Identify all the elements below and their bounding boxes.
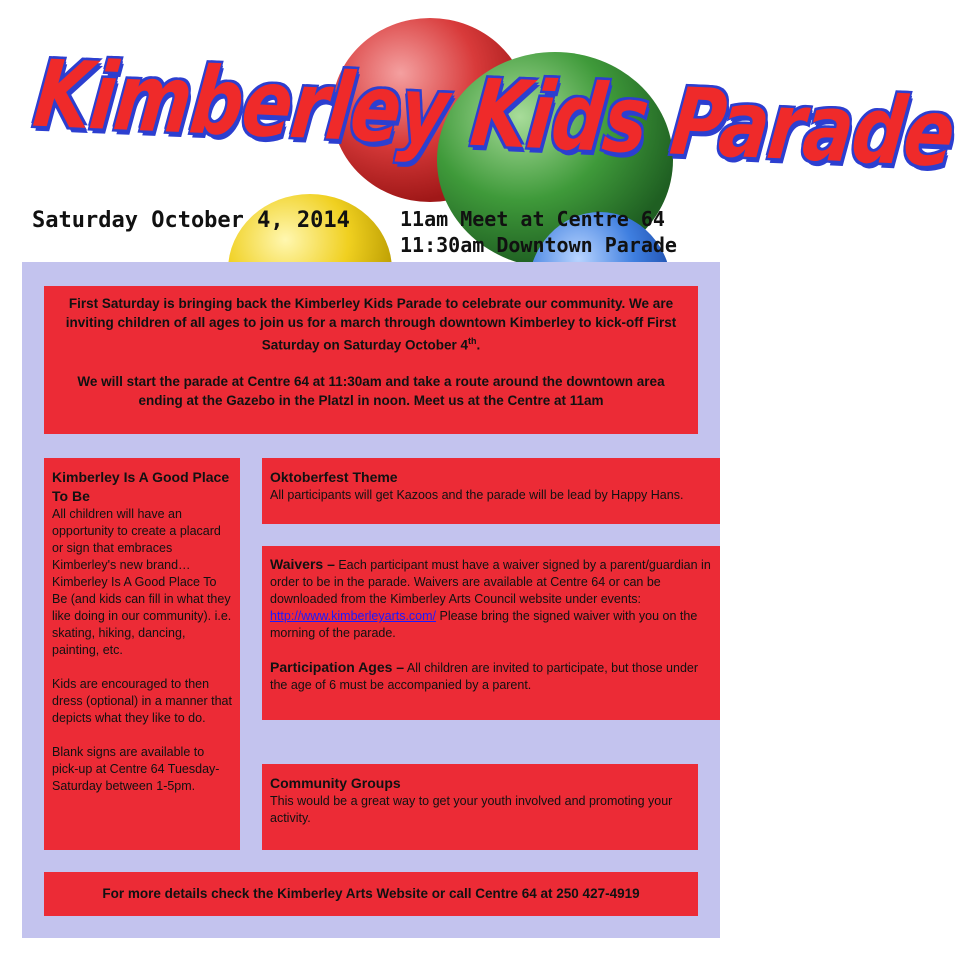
meet-time: 11am Meet at Centre 64	[400, 207, 665, 231]
waivers-box	[262, 546, 720, 720]
footer-box: For more details check the Kimberley Arts Website or call Centre 64 at 250 427-4919	[44, 872, 698, 916]
good-place-paragraph-2: Kids are encouraged to then dress (optional) in a manner that depicts what they like to do.	[52, 677, 232, 725]
good-place-paragraph-1: All children will have an opportunity to create a placard or sign that embraces Kimberley's new brand… Kimberley Is A Good Place To Be (and kids can fill in what they like doing in our community). i.e. skating, hiking, dancing, painting, etc.	[52, 507, 232, 657]
event-date: Saturday October 4, 2014	[32, 208, 350, 233]
good-place-paragraph-3: Blank signs are available to pick-up at Centre 64 Tuesday-Saturday between 1-5pm.	[52, 745, 220, 793]
oktoberfest-text: All participants will get Kazoos and the parade will be lead by Happy Hans.	[270, 488, 684, 502]
flyer-title: Kimberley Kids Parade	[28, 40, 959, 189]
waivers-paragraph: Waivers – Each participant must have a waiver signed by a parent/guardian in order to be in the parade. Waivers are available at Centre 64 or can be downloaded from the Kimberley Arts Council website under events: http://www.kimberleyarts.com/ Please bring the signed waiver with you on the morning of the parade.	[270, 556, 711, 640]
parade-time: 11:30am Downtown Parade	[400, 233, 677, 257]
ages-paragraph: Participation Ages – All children are invited to participate, but those under the age of 6 must be accompanied by a parent.	[270, 659, 699, 692]
community-box	[262, 764, 698, 850]
oktoberfest-box	[262, 458, 720, 524]
event-times	[400, 206, 677, 258]
community-heading: Community Groups	[270, 775, 401, 791]
kimberley-arts-link[interactable]: http://www.kimberleyarts.com/	[270, 609, 437, 623]
oktoberfest-heading: Oktoberfest Theme	[270, 469, 398, 485]
good-place-box	[44, 458, 240, 850]
community-text: This would be a great way to get your youth involved and promoting your activity.	[270, 794, 673, 825]
intro-paragraph-2: We will start the parade at Centre 64 at 11:30am and take a route around the downtown area ending at the Gazebo in the Platzl in noon. Meet us at the Centre at 11am	[77, 373, 665, 408]
waivers-heading: Waivers –	[270, 556, 335, 572]
ages-heading: Participation Ages –	[270, 659, 405, 675]
intro-paragraph-1: First Saturday is bringing back the Kimberley Kids Parade to celebrate our community. We are inviting children of all ages to join us for a march through downtown Kimberley to kick-off First Saturday on Saturday October 4th.	[65, 296, 677, 353]
intro-box	[44, 286, 698, 434]
good-place-heading: Kimberley Is A Good Place To Be	[52, 469, 230, 504]
